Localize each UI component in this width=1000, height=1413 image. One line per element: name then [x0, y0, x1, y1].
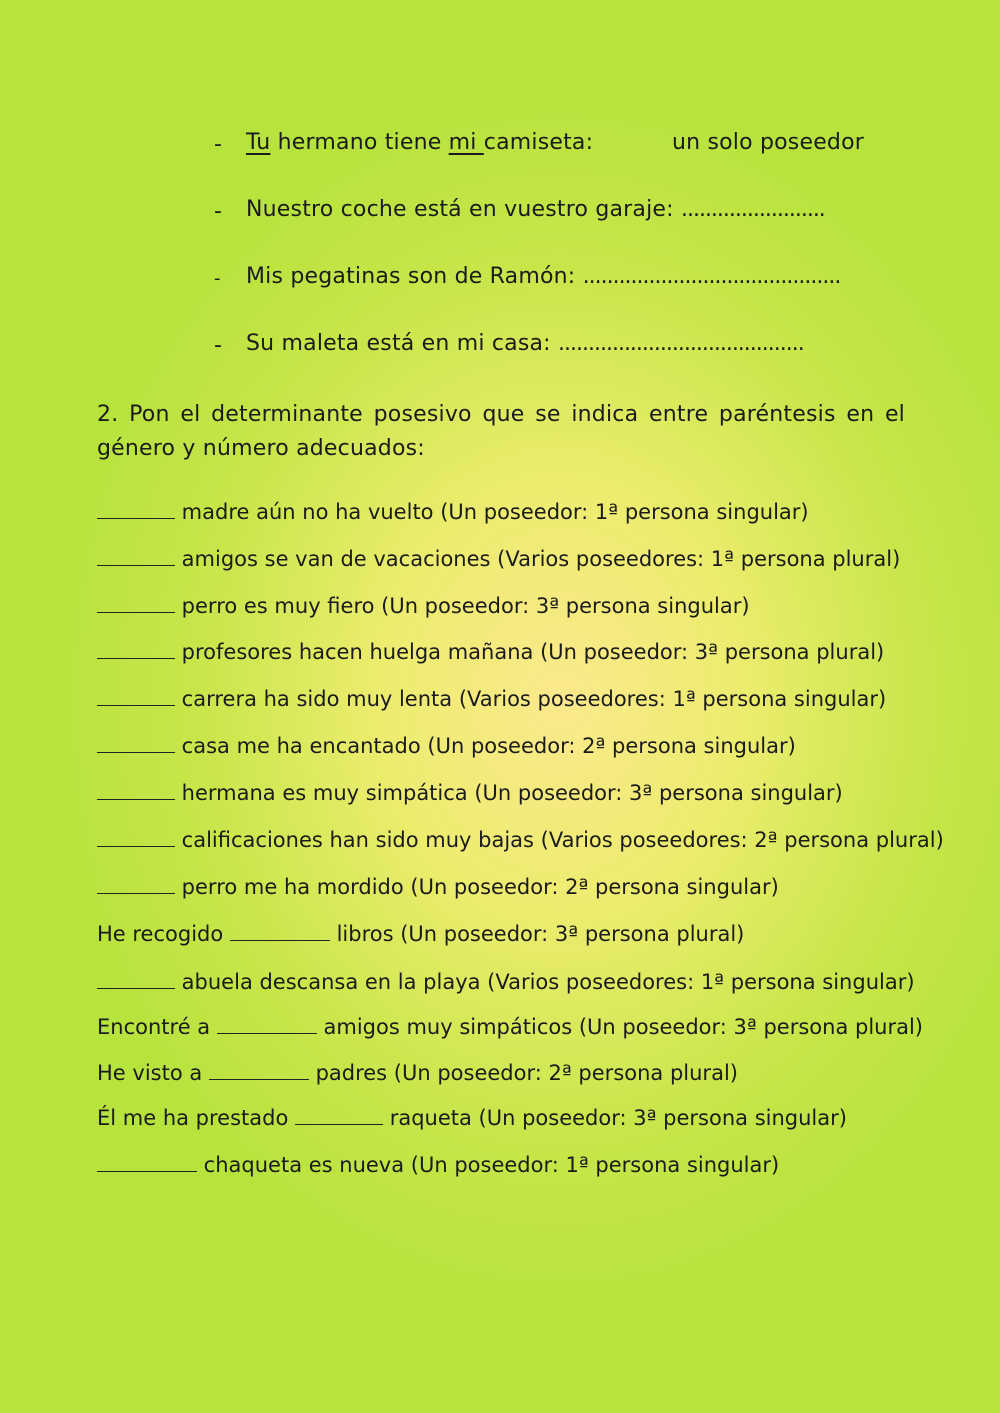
sentence-text: casa me ha encantado (Un poseedor: 2ª persona singular) [175, 734, 796, 758]
line-text: hermano tiene [270, 130, 449, 155]
answer-blank[interactable] [97, 751, 175, 753]
sentence-text: amigos muy simpáticos (Un poseedor: 3ª persona plural) [316, 1015, 923, 1039]
line-text: Nuestro coche está en vuestro garaje: [246, 197, 674, 222]
exercise-sentence [97, 1015, 923, 1039]
example-answer: un solo poseedor [672, 130, 864, 155]
example-line-1 [246, 130, 593, 155]
exercise-sentence [97, 1106, 847, 1130]
exercise-sentence [97, 1061, 738, 1085]
exercise-sentence [97, 875, 779, 899]
answer-blank[interactable] [97, 1170, 197, 1172]
answer-blank[interactable] [295, 1123, 383, 1125]
bullet-dash: - [214, 333, 222, 358]
underlined-possessive: mi [448, 130, 484, 155]
exercise-title: 2. Pon el determinante posesivo que se indica entre paréntesis en el género y número adecuados: [97, 402, 905, 461]
sentence-text: libros (Un poseedor: 3ª persona plural) [329, 922, 745, 946]
sentence-text: profesores hacen huelga mañana (Un poseedor: 3ª persona plural) [175, 640, 885, 664]
answer-blank[interactable] [97, 564, 175, 566]
sentence-text: perro me ha mordido (Un poseedor: 2ª persona singular) [175, 875, 779, 899]
answer-blank[interactable] [97, 987, 175, 989]
exercise-sentence [97, 922, 744, 946]
answer-blank[interactable] [209, 1078, 309, 1080]
exercise-sentence [97, 781, 843, 805]
bullet-dash: - [214, 132, 222, 157]
example-line-2 [246, 197, 825, 222]
exercise-sentence [97, 828, 944, 852]
exercise-sentence [97, 547, 900, 571]
sentence-text: hermana es muy simpática (Un poseedor: 3ª persona singular) [175, 781, 843, 805]
sentence-prefix: Él me ha prestado [97, 1106, 296, 1130]
exercise-sentence [97, 970, 915, 994]
underlined-possessive: Tu [246, 130, 271, 155]
sentence-text: padres (Un poseedor: 2ª persona plural) [308, 1061, 738, 1085]
exercise-sentence [97, 594, 750, 618]
line-text: Mis pegatinas son de Ramón: [246, 264, 576, 289]
answer-blank[interactable] [217, 1032, 317, 1034]
sentence-text: amigos se van de vacaciones (Varios poseedores: 1ª persona plural) [175, 547, 901, 571]
answer-dots[interactable]: ........................ [680, 197, 825, 222]
exercise-sentence [97, 500, 809, 524]
bullet-dash: - [214, 268, 221, 289]
exercise-sentence [97, 734, 796, 758]
answer-dots[interactable]: ........................................... [582, 264, 841, 289]
sentence-text: carrera ha sido muy lenta (Varios poseedores: 1ª persona singular) [175, 687, 887, 711]
sentence-text: calificaciones han sido muy bajas (Varios poseedores: 2ª persona plural) [175, 828, 944, 852]
answer-blank[interactable] [97, 704, 175, 706]
exercise-sentence [97, 687, 886, 711]
sentence-prefix: He recogido [97, 922, 230, 946]
sentence-prefix: He visto a [97, 1061, 209, 1085]
example-line-4 [246, 331, 804, 356]
answer-blank[interactable] [97, 657, 175, 659]
exercise-sentence [97, 1153, 779, 1177]
sentence-text: chaqueta es nueva (Un poseedor: 1ª persona singular) [197, 1153, 780, 1177]
answer-blank[interactable] [97, 611, 175, 613]
sentence-text: abuela descansa en la playa (Varios poseedores: 1ª persona singular) [175, 970, 915, 994]
line-text: camiseta: [483, 130, 594, 155]
answer-dots[interactable]: ......................................... [558, 331, 804, 356]
answer-blank[interactable] [97, 845, 175, 847]
sentence-text: perro es muy fiero (Un poseedor: 3ª persona singular) [175, 594, 750, 618]
sentence-text: raqueta (Un poseedor: 3ª persona singular) [383, 1106, 847, 1130]
example-line-3 [246, 264, 840, 289]
answer-blank[interactable] [97, 892, 175, 894]
answer-blank[interactable] [97, 798, 175, 800]
exercise-sentence [97, 640, 884, 664]
sentence-prefix: Encontré a [97, 1015, 217, 1039]
answer-blank[interactable] [97, 517, 175, 519]
line-text: Su maleta está en mi casa: [246, 331, 551, 356]
bullet-dash: - [214, 199, 222, 224]
answer-blank[interactable] [230, 939, 330, 941]
sentence-text: madre aún no ha vuelto (Un poseedor: 1ª persona singular) [175, 500, 809, 524]
